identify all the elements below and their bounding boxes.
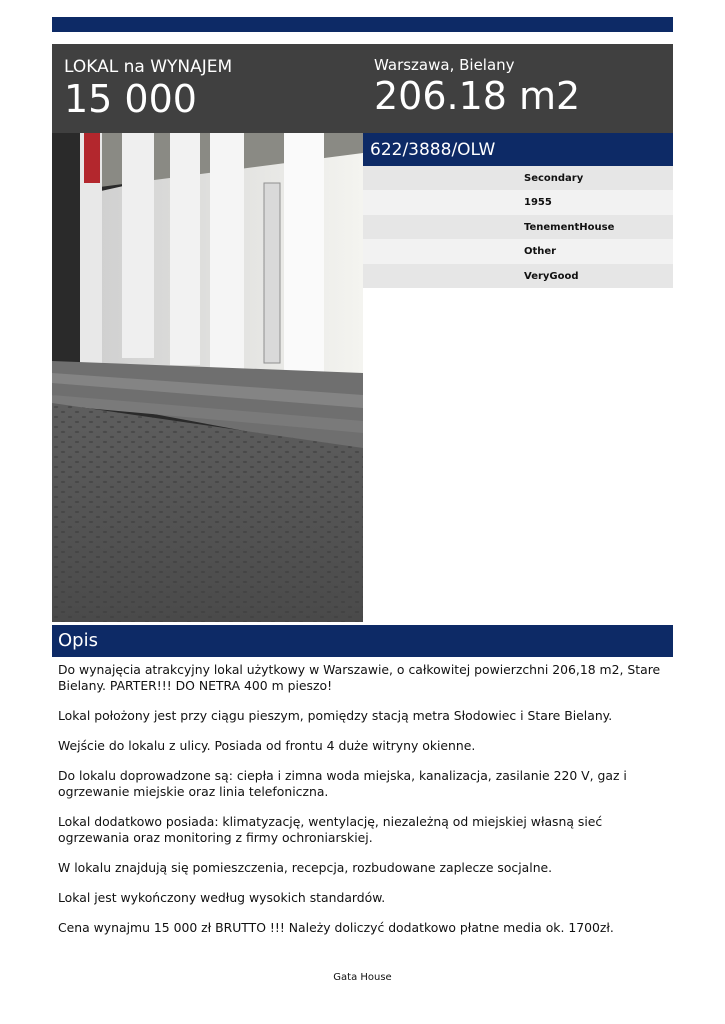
- detail-condition: VeryGood: [524, 270, 579, 282]
- detail-year: 1955: [524, 197, 552, 209]
- property-photo: [52, 133, 363, 622]
- reference-bar: [363, 133, 673, 166]
- description-body: [58, 662, 668, 950]
- details-table: [363, 166, 673, 288]
- detail-row-year: [363, 190, 673, 214]
- description-paragraph: W lokalu znajdują się pomieszczenia, recepcja, rozbudowane zaplecze socjalne.: [58, 860, 553, 875]
- detail-row-market: [363, 166, 673, 190]
- price: 15 000: [64, 77, 197, 121]
- description-paragraph: Do wynajęcia atrakcyjny lokal użytkowy w Warszawie, o całkowitej powierzchni 206,18 m2, Stare Bielany. PARTER!!! DO NETRA 400 m pieszo!: [58, 662, 661, 693]
- description-paragraph: Lokal jest wykończony według wysokich standardów.: [58, 890, 386, 905]
- detail-building-type: TenementHouse: [524, 221, 615, 233]
- reference-number: 622/3888/OLW: [370, 140, 496, 160]
- listing-header: [52, 44, 673, 133]
- detail-row-condition: [363, 264, 673, 288]
- description-paragraph: Cena wynajmu 15 000 zł BRUTTO !!! Należy doliczyć dodatkowo płatne media ok. 1700zł.: [58, 920, 614, 935]
- description-paragraph: Lokal położony jest przy ciągu pieszym, pomiędzy stacją metra Słodowiec i Stare Bielany.: [58, 708, 613, 723]
- description-paragraph: Do lokalu doprowadzone są: ciepła i zimna woda miejska, kanalizacja, zasilanie 220 V, gaz i ogrzewanie miejskie oraz linia telefoniczna.: [58, 768, 627, 799]
- detail-other: Other: [524, 246, 557, 258]
- description-header: [52, 625, 673, 657]
- detail-row-other: [363, 239, 673, 263]
- footer-agency: Gata House: [333, 972, 392, 983]
- location: Warszawa, Bielany: [374, 56, 515, 74]
- transaction-type: LOKAL na WYNAJEM: [64, 57, 233, 77]
- detail-row-building-type: [363, 215, 673, 239]
- description-paragraph: Lokal dodatkowo posiada: klimatyzację, wentylację, niezależną od miejskiej własną sieć ogrzewania oraz monitoring z firmy ochroniarskiej.: [58, 814, 603, 845]
- area: 206.18 m2: [374, 74, 581, 118]
- description-paragraph: Wejście do lokalu z ulicy. Posiada od frontu 4 duże witryny okienne.: [58, 738, 476, 753]
- detail-market: Secondary: [524, 173, 584, 184]
- description-title: Opis: [58, 630, 98, 651]
- top-accent-bar: [52, 17, 673, 32]
